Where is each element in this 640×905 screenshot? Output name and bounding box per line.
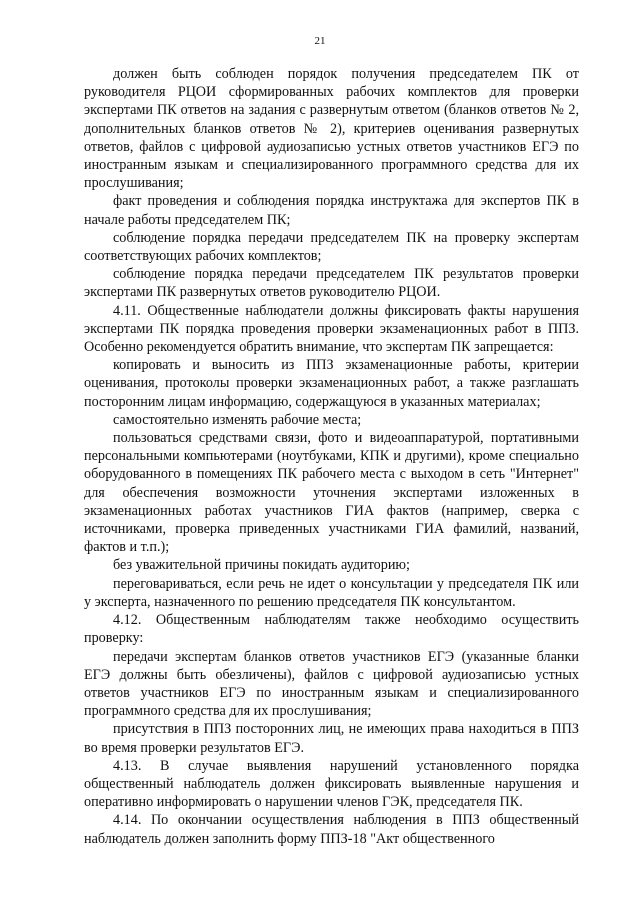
paragraph: соблюдение порядка передачи председателем ПК на проверку экспертам соответствующих рабочих комплектов; [84,229,579,265]
paragraph: соблюдение порядка передачи председателем ПК результатов проверки экспертами ПК развернутых ответов руководителю РЦОИ. [84,266,579,301]
paragraph: копировать и выносить из ППЗ экзаменационные работы, критерии оценивания, протоколы проверки экзаменационных работ, а также разглашать посторонним лицам информацию, содержащуюся в указанных материалах; [84,357,579,410]
paragraph: должен быть соблюден порядок получения председателем ПК от руководителя РЦОИ сформированных рабочих комплектов для проверки экспертами ПК ответов на задания с развернутым ответом (бланков ответов № 2, дополнительных бланков ответов № 2), критериев оценивания развернутых ответов, файлов с цифровой аудиозаписью устных ответов участников ЕГЭ по иностранным языкам и специализированного программного средства для их прослушивания; [84,66,579,192]
paragraph: присутствия в ППЗ посторонних лиц, не имеющих права находиться в ППЗ во время проверки результатов ЕГЭ. [84,721,579,756]
paragraph: 4.14. По окончании осуществления наблюдения в ППЗ общественный наблюдатель должен заполнить форму ППЗ-18 "Акт общественного [84,812,579,847]
paragraph: без уважительной причины покидать аудиторию; [113,557,410,574]
page-number: 21 [314,35,326,47]
paragraph: передачи экспертам бланков ответов участников ЕГЭ (указанные бланки ЕГЭ должны быть обезличены), файлов с цифровой аудиозаписью устных ответов участников ЕГЭ по иностранным языкам и специализированного программного средства для их прослушивания; [84,648,579,720]
paragraph: пользоваться средствами связи, фото и видеоаппаратурой, портативными персональными компьютерами (ноутбуками, КПК и другими), кроме специально оборудованного в помещениях ПК рабочего места с выходом в сеть "Интернет" для обеспечения возможности уточнения экспертами изложенных в экзаменационных работах участников ГИА фактов (например, сверка с источниками, проверка приведенных участниками ГИА фамилий, названий, фактов и т.п.); [84,430,579,556]
paragraph: 4.11. Общественные наблюдатели должны фиксировать факты нарушения экспертами ПК порядка проведения проверки экзаменационных работ в ППЗ. Особенно рекомендуется обратить внимание, что экспертам ПК запрещается: [84,302,579,356]
paragraph: 4.13. В случае выявления нарушений установленного порядка общественный наблюдатель должен фиксировать выявленные нарушения и оперативно информировать о нарушении членов ГЭК, председателя ПК. [84,757,579,811]
paragraph: 4.12. Общественным наблюдателям также необходимо осуществить проверку: [84,612,579,647]
paragraph: факт проведения и соблюдения порядка инструктажа для экспертов ПК в начале работы председателем ПК; [84,193,579,228]
paragraph: самостоятельно изменять рабочие места; [113,411,362,428]
document-body [84,65,579,848]
paragraph: переговариваться, если речь не идет о консультации у председателя ПК или у эксперта, назначенного по решению председателя ПК консультантом. [84,575,579,610]
